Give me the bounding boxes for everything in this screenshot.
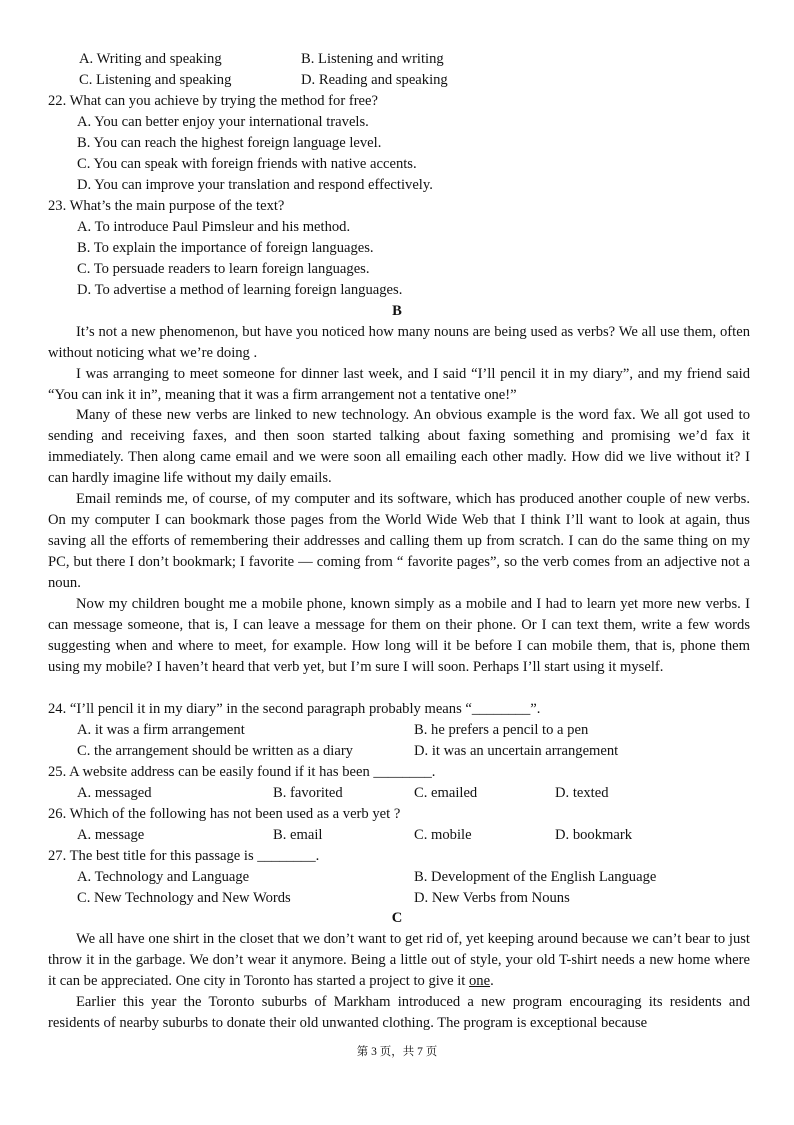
underlined-word: one [468, 972, 491, 989]
q27-option-c: C. New Technology and New Words [77, 890, 291, 906]
q22-stem: 22. What can you achieve by trying the method for free? [48, 93, 378, 109]
section-b-paragraph-4: Email reminds me, of course, of my computer and its software, which has produced another couple of new verbs. On my computer I can bookmark those pages from the World Wide Web that I think I’ll want to look at again, thus saving all the efforts of remembering their addresses and calling them up from scratch. I can do the same thing on my PC, but there I don’t bookmark; I favorite — coming from “ favorite pages”, so the verb comes from an adjective not a noun. [48, 491, 750, 591]
q22-option-a: A. You can better enjoy your international travels. [77, 114, 369, 130]
q21-option-d: D. Reading and speaking [301, 72, 448, 88]
q26-option-c: C. mobile [414, 827, 472, 843]
q26-option-d: D. bookmark [555, 827, 633, 843]
q22-option-c: C. You can speak with foreign friends with native accents. [77, 156, 417, 172]
q22-option-d: D. You can improve your translation and respond effectively. [77, 177, 433, 193]
q21-option-b: B. Listening and writing [301, 51, 444, 67]
q25-option-d: D. texted [555, 785, 609, 801]
q24-option-b: B. he prefers a pencil to a pen [414, 722, 589, 738]
q27-option-b: B. Development of the English Language [414, 869, 657, 885]
q23-option-b: B. To explain the importance of foreign languages. [77, 240, 374, 256]
section-b-paragraph-2: I was arranging to meet someone for dinner last week, and I said “I’ll pencil it in my diary”, and my friend said “You can ink it in”, meaning that it was a firm arrangement not a tentative one!” [48, 366, 750, 403]
q23-option-c: C. To persuade readers to learn foreign languages. [77, 261, 370, 277]
section-b-paragraph-1: It’s not a new phenomenon, but have you noticed how many nouns are being used as verbs? We all use them, often without noticing what we’re doing . [48, 324, 750, 361]
q24-stem: 24. “I’ll pencil it in my diary” in the second paragraph probably means “________”. [48, 701, 541, 717]
q23-option-d: D. To advertise a method of learning foreign languages. [77, 282, 403, 298]
q23-option-a: A. To introduce Paul Pimsleur and his method. [77, 219, 351, 235]
q21-option-a: A. Writing and speaking [79, 51, 222, 67]
q24-option-a: A. it was a firm arrangement [77, 722, 245, 738]
section-b-paragraph-5: Now my children bought me a mobile phone, known simply as a mobile and I had to learn yet more new verbs. I can message someone, that is, I can leave a message for them on their phone. Or I can text them, write a few words suggesting when and where to meet, for example. How long will it be before I can mobile them, that is, phone them using my mobile? I haven’t heard that verb yet, but I’m sure I will soon. Perhaps I’ll start using it myself. [48, 596, 750, 675]
q24-option-d: D. it was an uncertain arrangement [414, 743, 619, 759]
q27-option-a: A. Technology and Language [77, 869, 250, 885]
q24-option-c: C. the arrangement should be written as a diary [77, 743, 353, 759]
q26-option-b: B. email [273, 827, 323, 843]
section-c-paragraph-2: Earlier this year the Toronto suburbs of Markham introduced a new program encouraging its residents and residents of nearby suburbs to donate their old unwanted clothing. The program is exceptional because [48, 994, 750, 1031]
section-c-paragraph-1 [48, 929, 750, 992]
section-c-paragraph-1-text: We all have one shirt in the closet that we don’t want to get rid of, yet keeping around because we can’t bear to just throw it in the garbage. We don’t wear it anymore. Being a little out of style, your old T-shirt needs a new home where it can be appreciated. One city in Toronto has started a project to give it [48, 931, 750, 989]
q25-option-a: A. messaged [77, 785, 152, 801]
q23-stem: 23. What’s the main purpose of the text? [48, 198, 285, 214]
q27-stem: 27. The best title for this passage is ________. [48, 848, 320, 864]
q25-option-b: B. favorited [273, 785, 343, 801]
q25-option-c: C. emailed [414, 785, 478, 801]
section-b-heading: B [392, 303, 402, 319]
q21-option-c: C. Listening and speaking [79, 72, 232, 88]
section-c-heading: C [391, 910, 403, 926]
q22-option-b: B. You can reach the highest foreign language level. [77, 135, 382, 151]
section-b-paragraph-3: Many of these new verbs are linked to new technology. An obvious example is the word fax. We all got used to sending and receiving faxes, and then soon started talking about faxing something and promising we’d fax it immediately. Then along came email and we were soon all emailing each other madly. How did we live without it? I can hardly imagine life without my daily emails. [48, 407, 750, 486]
q26-option-a: A. message [77, 827, 145, 843]
q25-stem: 25. A website address can be easily found if it has been ________. [48, 764, 436, 780]
section-c-paragraph-1-end: . [490, 972, 494, 989]
page-number-footer: 第 3 页，共 7 页 [356, 1046, 438, 1058]
q27-option-d: D. New Verbs from Nouns [414, 890, 570, 906]
q26-stem: 26. Which of the following has not been used as a verb yet ? [48, 806, 401, 822]
